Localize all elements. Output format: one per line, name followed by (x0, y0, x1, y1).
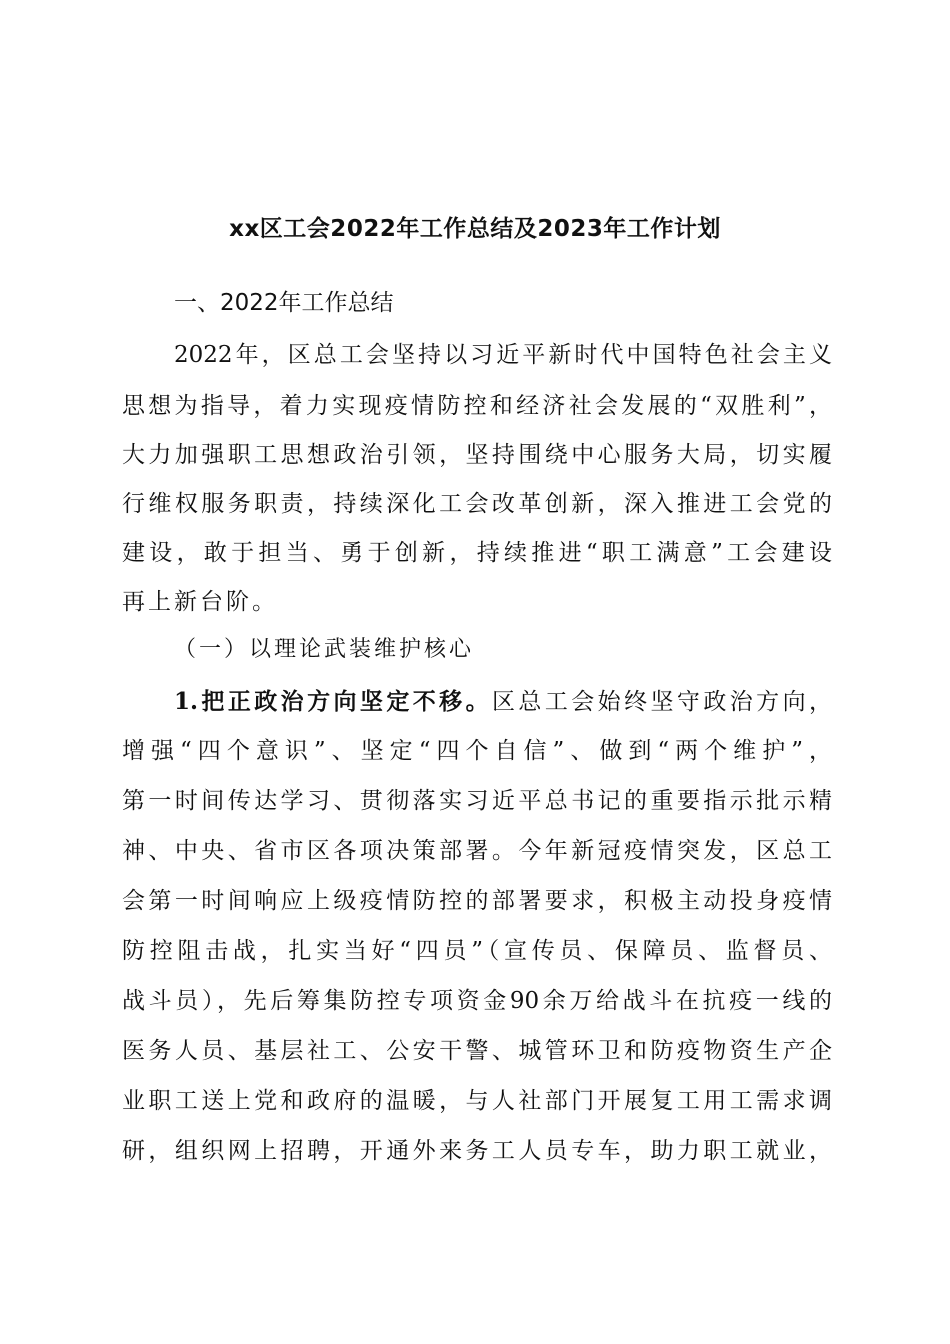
subsection-heading: （一）以理论武装维护核心 (174, 637, 475, 662)
paragraph-line: 再上新台阶。 (122, 589, 278, 615)
paragraph-line: 建设，敢于担当、勇于创新，持续推进“职工满意”工会建设 (122, 540, 832, 566)
paragraph-line: 医务人员、基层社工、公安干警、城管环卫和防疫物资生产企 (122, 1038, 832, 1064)
paragraph-line: 行维权服务职责，持续深化工会改革创新，深入推进工会党的 (122, 491, 832, 517)
section-heading: 一、2022年工作总结 (174, 290, 394, 316)
paragraph-line: 思想为指导，着力实现疫情防控和经济社会发展的“双胜利”， (122, 393, 832, 419)
paragraph-line: 2022年，区总工会坚持以习近平新时代中国特色社会主义 (174, 342, 832, 368)
document-title: xx区工会2022年工作总结及2023年工作计划 (229, 216, 721, 242)
paragraph-line: 业职工送上党和政府的温暖，与人社部门开展复工用工需求调 (122, 1088, 832, 1114)
paragraph-line: 战斗员），先后筹集防控专项资金90余万给战斗在抗疫一线的 (122, 988, 832, 1014)
paragraph-line: 会第一时间响应上级疫情防控的部署要求，积极主动投身疫情 (122, 888, 832, 914)
paragraph-line: 增强“四个意识”、坚定“四个自信”、做到“两个维护”， (122, 738, 832, 764)
paragraph-line: 防控阻击战，扎实当好“四员”（宣传员、保障员、监督员、 (122, 938, 832, 964)
paragraph-line: 第一时间传达学习、贯彻落实习近平总书记的重要指示批示精 (122, 788, 832, 814)
paragraph-line: 大力加强职工思想政治引领，坚持围绕中心服务大局，切实履 (122, 442, 832, 468)
item-lead: 1.把正政治方向坚定不移。 (174, 688, 493, 715)
paragraph-line (174, 686, 832, 718)
paragraph-line: 神、中央、省市区各项决策部署。今年新冠疫情突发，区总工 (122, 838, 832, 864)
item-lead-rest: 区总工会始终坚守政治方向， (492, 689, 833, 715)
paragraph-line: 研，组织网上招聘，开通外来务工人员专车，助力职工就业， (122, 1138, 832, 1164)
